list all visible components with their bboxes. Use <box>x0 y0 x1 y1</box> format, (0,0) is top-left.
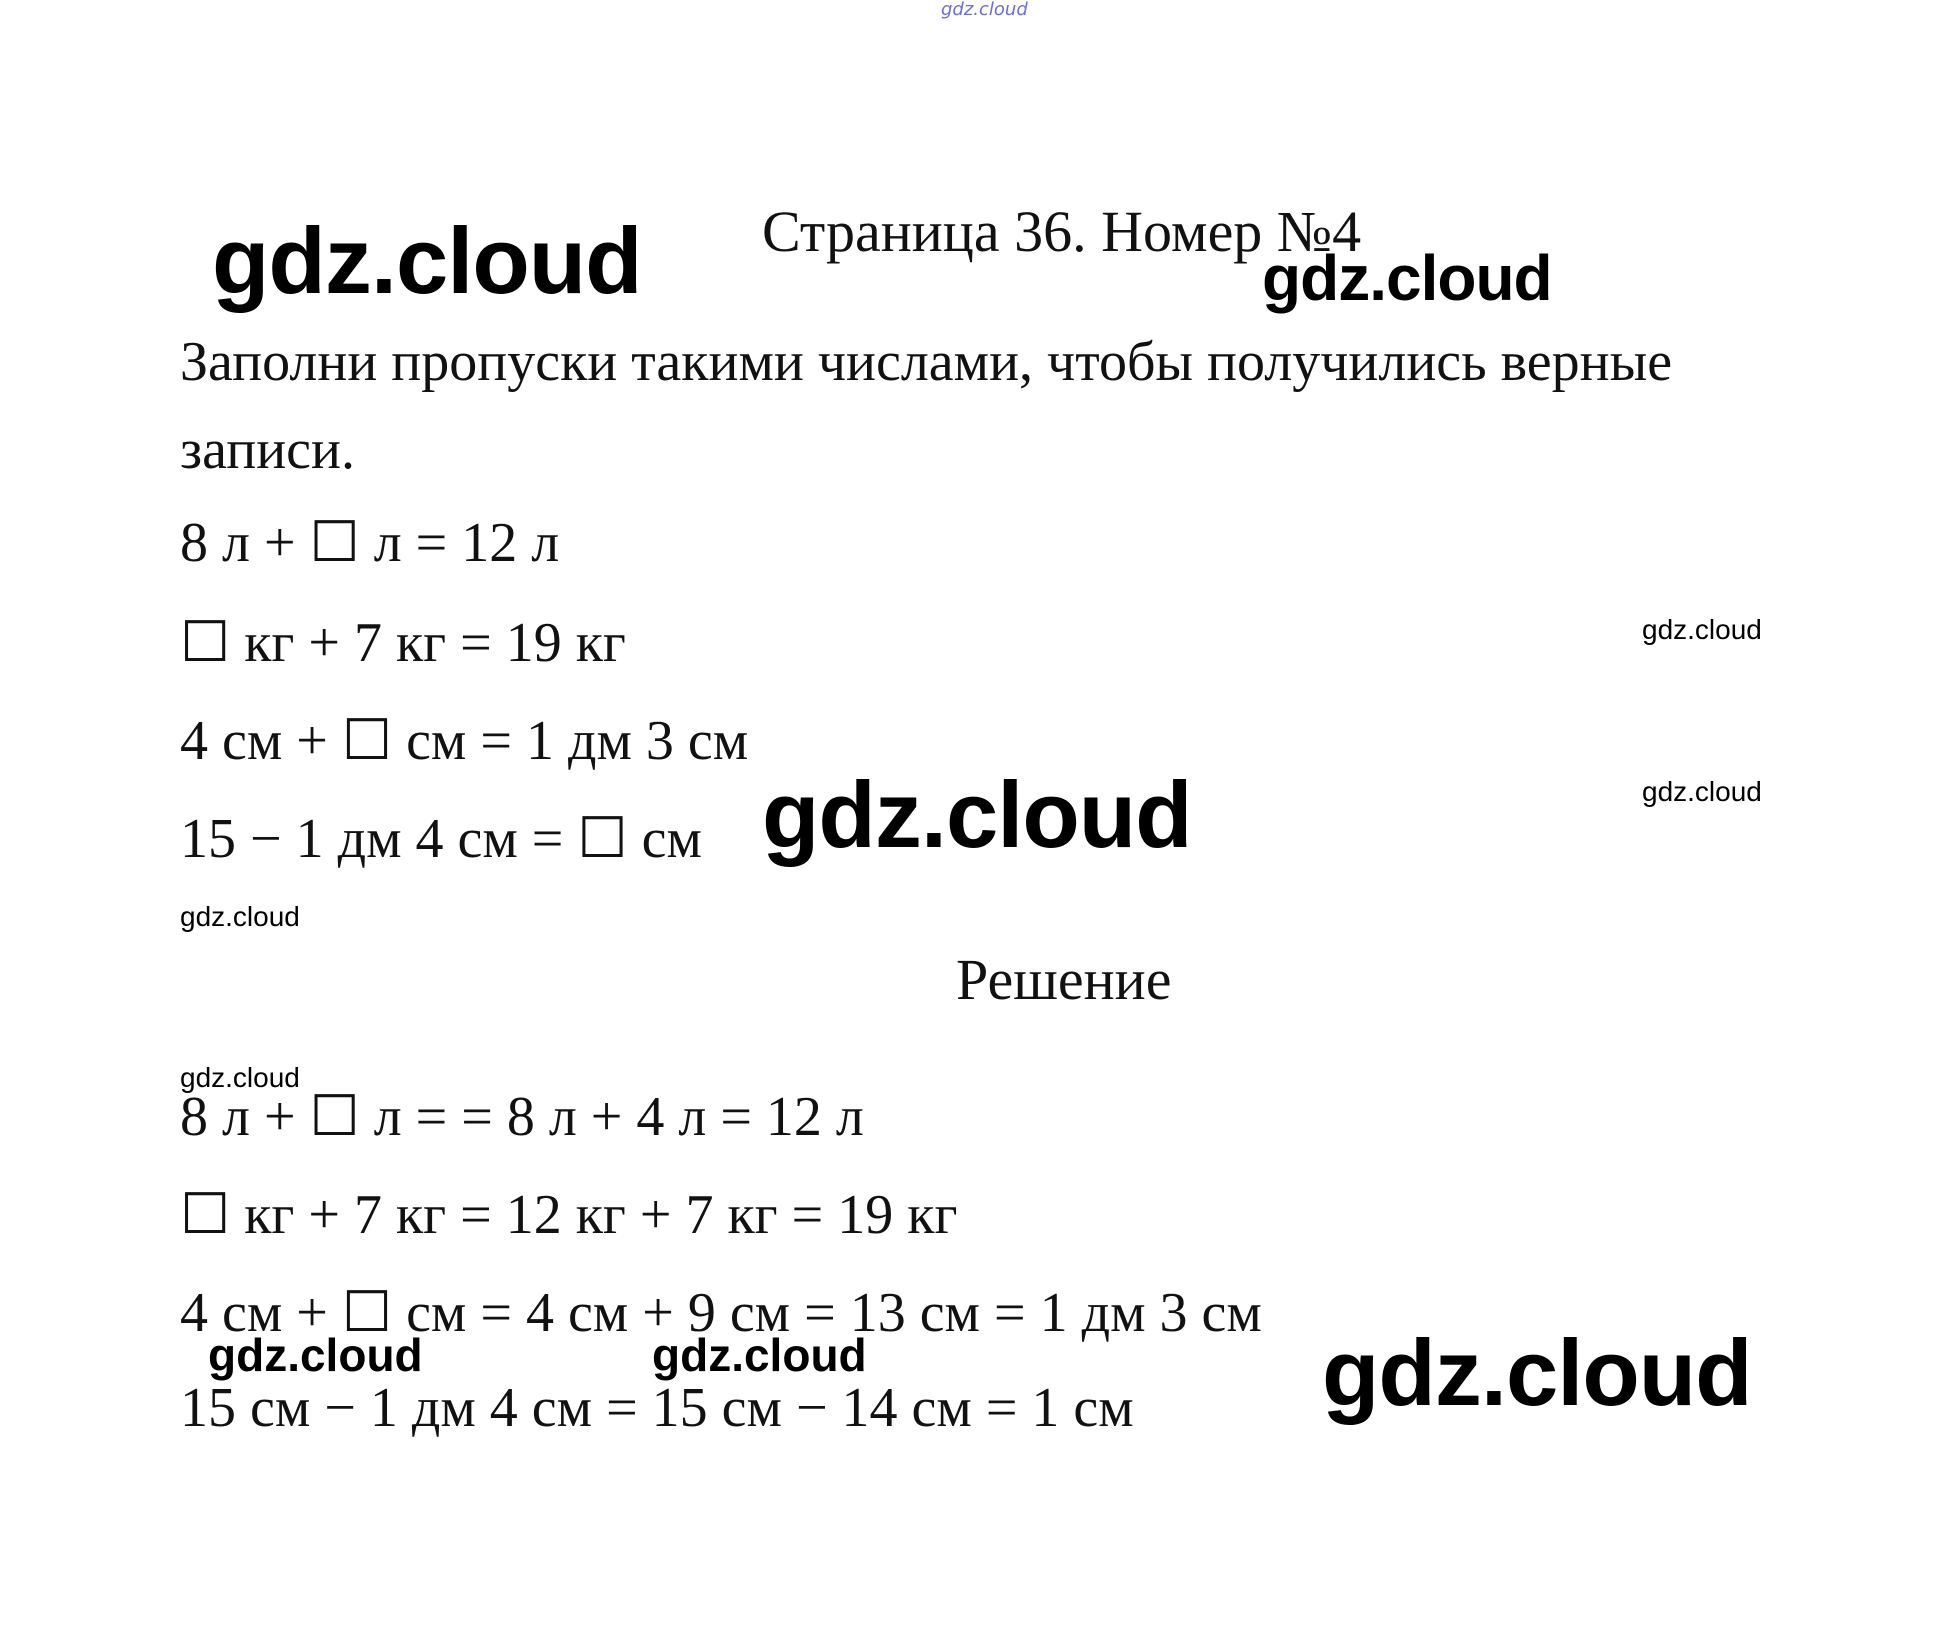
solution-line-2: ☐ кг + 7 кг = 12 кг + 7 кг = 19 кг <box>180 1184 958 1246</box>
watermark-small-3: gdz.cloud <box>180 901 300 932</box>
watermark-medium-2: gdz.cloud <box>208 1329 423 1381</box>
watermark-large-1: gdz.cloud <box>212 208 642 313</box>
watermark-small-4: gdz.cloud <box>180 1062 300 1093</box>
watermark-medium-1: gdz.cloud <box>1262 242 1552 314</box>
solution-line-4: 15 см − 1 дм 4 см = 15 см − 14 см = 1 см <box>180 1377 1134 1439</box>
watermark-large-2: gdz.cloud <box>762 762 1192 867</box>
watermark-medium-3: gdz.cloud <box>652 1329 867 1381</box>
watermark-large-3: gdz.cloud <box>1322 1320 1752 1425</box>
task-equation-1: 8 л + ☐ л = 12 л <box>180 512 560 574</box>
page-title: Страница 36. Номер №4 <box>762 199 1362 264</box>
watermark-small-2: gdz.cloud <box>1642 776 1762 807</box>
task-text-line-2: записи. <box>180 419 355 481</box>
solution-line-1: 8 л + ☐ л = = 8 л + 4 л = 12 л <box>180 1086 864 1148</box>
task-equation-3: 4 см + ☐ см = 1 дм 3 см <box>180 710 749 772</box>
solution-title: Решение <box>956 947 1172 1012</box>
watermark-small-1: gdz.cloud <box>1642 614 1762 645</box>
task-equation-4: 15 − 1 дм 4 см = ☐ см <box>180 808 702 870</box>
solution-line-3: 4 см + ☐ см = 4 см + 9 см = 13 см = 1 дм 3 см <box>180 1282 1262 1344</box>
watermark-top: gdz.cloud <box>941 0 1028 20</box>
task-equation-2: ☐ кг + 7 кг = 19 кг <box>180 612 626 674</box>
task-text-line-1: Заполни пропуски такими числами, чтобы получились верные <box>180 331 1673 393</box>
